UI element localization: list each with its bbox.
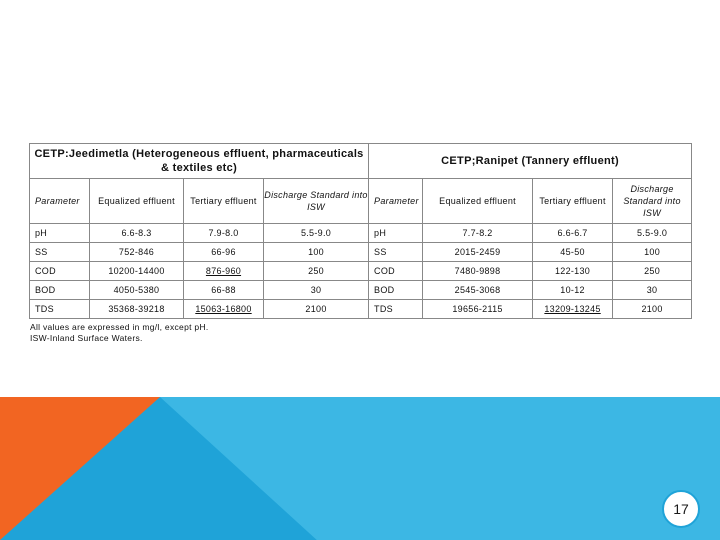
table-cell: COD bbox=[369, 262, 423, 281]
table-cell: 2545-3068 bbox=[423, 281, 533, 300]
right-table-title: CETP;Ranipet (Tannery effluent) bbox=[369, 144, 692, 179]
table-cell: 876-960 bbox=[184, 262, 264, 281]
table-row bbox=[30, 281, 692, 300]
page-number: 17 bbox=[662, 490, 700, 528]
table-cell: 250 bbox=[613, 262, 692, 281]
table-cell: 13209-13245 bbox=[533, 300, 613, 319]
table-cell: 2100 bbox=[264, 300, 369, 319]
column-header-discharge-2: Discharge Standard into ISW bbox=[613, 179, 692, 224]
table-cell: 35368-39218 bbox=[90, 300, 184, 319]
table-cell: 7.7-8.2 bbox=[423, 224, 533, 243]
table-cell: 2100 bbox=[613, 300, 692, 319]
column-header-equalized-2: Equalized effluent bbox=[423, 179, 533, 224]
table-cell: 10200-14400 bbox=[90, 262, 184, 281]
column-header-equalized: Equalized effluent bbox=[90, 179, 184, 224]
table-title-row bbox=[30, 144, 692, 179]
table-cell: SS bbox=[369, 243, 423, 262]
table-cell: 45-50 bbox=[533, 243, 613, 262]
table-cell: 66-88 bbox=[184, 281, 264, 300]
table-row bbox=[30, 243, 692, 262]
footnote bbox=[30, 322, 209, 344]
table-cell: 100 bbox=[613, 243, 692, 262]
column-header-tertiary: Tertiary effluent bbox=[184, 179, 264, 224]
table-cell: pH bbox=[369, 224, 423, 243]
table-cell: 66-96 bbox=[184, 243, 264, 262]
table-row bbox=[30, 262, 692, 281]
table-row bbox=[30, 224, 692, 243]
table-cell: 5.5-9.0 bbox=[264, 224, 369, 243]
column-header-tertiary-2: Tertiary effluent bbox=[533, 179, 613, 224]
footnote-units: All values are expressed in mg/l, except pH. bbox=[30, 322, 209, 332]
table-cell: 6.6-8.3 bbox=[90, 224, 184, 243]
table-cell: 30 bbox=[613, 281, 692, 300]
table-cell: 6.6-6.7 bbox=[533, 224, 613, 243]
column-header-parameter: Parameter bbox=[30, 179, 90, 224]
table-cell: TDS bbox=[30, 300, 90, 319]
column-header-parameter-2: Parameter bbox=[369, 179, 423, 224]
table-cell: 250 bbox=[264, 262, 369, 281]
table-cell: 15063-16800 bbox=[184, 300, 264, 319]
table-cell: BOD bbox=[30, 281, 90, 300]
table-header-row bbox=[30, 179, 692, 224]
table-cell: 19656-2115 bbox=[423, 300, 533, 319]
table-cell: 7.9-8.0 bbox=[184, 224, 264, 243]
table-cell: COD bbox=[30, 262, 90, 281]
table-row bbox=[30, 300, 692, 319]
comparison-table bbox=[29, 143, 692, 319]
column-header-discharge: Discharge Standard into ISW bbox=[264, 179, 369, 224]
table-cell: 752-846 bbox=[90, 243, 184, 262]
table-cell: 5.5-9.0 bbox=[613, 224, 692, 243]
table-cell: pH bbox=[30, 224, 90, 243]
left-table-title: CETP:Jeedimetla (Heterogeneous effluent, pharmaceuticals & textiles etc) bbox=[30, 144, 369, 179]
table-cell: BOD bbox=[369, 281, 423, 300]
table-cell: 100 bbox=[264, 243, 369, 262]
table-cell: 122-130 bbox=[533, 262, 613, 281]
table-cell: 2015-2459 bbox=[423, 243, 533, 262]
footnote-isw: ISW-Inland Surface Waters. bbox=[30, 333, 143, 343]
table-cell: 30 bbox=[264, 281, 369, 300]
table-cell: 4050-5380 bbox=[90, 281, 184, 300]
table-cell: 10-12 bbox=[533, 281, 613, 300]
table-cell: SS bbox=[30, 243, 90, 262]
table-cell: TDS bbox=[369, 300, 423, 319]
table-cell: 7480-9898 bbox=[423, 262, 533, 281]
